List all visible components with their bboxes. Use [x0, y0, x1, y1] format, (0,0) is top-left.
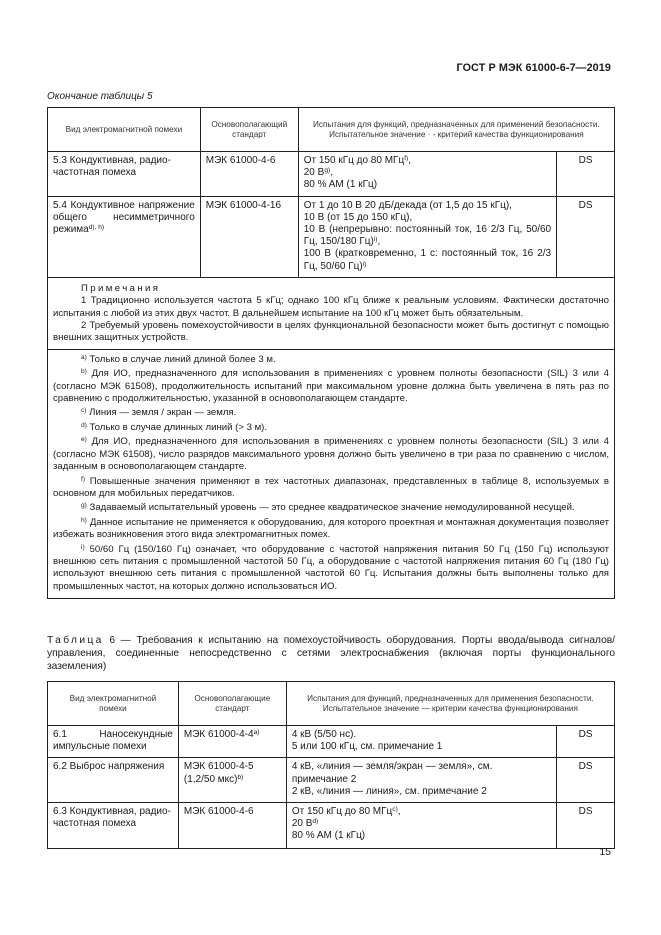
footnote: $^{b)}$ Для ИО, предназначенного для использования в применениях с уровнем полноты безопасности (SIL) 3 или 4 (согласно МЭК 61508), продолжительность испытаний при максимальном уровне должна быть увеличена в пять раз по сравнению с продолжительностью, указанной в основополагающем стандарте.	[53, 368, 609, 405]
value-line: От 150 кГц до 80 МГц	[303, 155, 405, 166]
table-header-row	[48, 682, 615, 726]
table-header-row	[48, 108, 615, 152]
phenomenon-cell: 6.2 Выброс напряжения	[48, 758, 179, 803]
tests-subtitle: Испытательное значение — критерии качества функционирования	[322, 703, 578, 713]
tests-subtitle: Испытательное значение · - критерий качества функционирования	[329, 129, 584, 139]
test-values-cell	[286, 726, 556, 758]
test-values-cell: От 150 кГц до 80 МГц$^{c)}$, 20 $В^{d)}$ 80 % AM (1 кГц)	[286, 803, 556, 849]
criterion-cell: DS	[557, 758, 615, 803]
footnote: $^{i)}$ 50/60 Гц (150/160 Гц) означает, что оборудование с частотой напряжения питания 50 Гц (150 Гц) используют внешнюю сеть питания с промышленной частотой 50 Гц, а оборудование с частотой напряжения питания 60 Гц (180 Гц) используют внешнюю сеть питания с промышленной частотой 60 Гц. Испытания должны быть выполнены только для промышленных частот, на которых должно использоваться ИО.	[53, 543, 610, 592]
standard-cell: МЭК 61000-4-6	[178, 803, 286, 849]
footnotes-cell	[48, 349, 615, 598]
value-line: 5 или 100 кГц, см. примечание 1	[291, 741, 443, 753]
footnote-ref: f)	[404, 155, 409, 162]
tests-title: Испытания для функций, предназначенных для применения безопасности.	[307, 693, 594, 703]
test-values-cell: От 1 до 10 В 20 дБ/декада (от 1,5 до 15 кГц), 10 В (от 15 до 150 кГц), 10 В (непрерывно: постоянный ток, 16 2/3 Гц, 50/60 Гц, 150/180 Гц)$^{i)}$, 100 В (кратковременно, 1 с: постоянный ток, 16 2/3 Гц, 50/60 Гц)$^{i)}$	[298, 196, 556, 277]
footnote-ref: g)	[324, 167, 331, 175]
phenomenon-cell: 6.1 Наносекундные импульсные помехи	[48, 726, 179, 758]
footnote-ref: c)	[392, 806, 398, 814]
footnote: $^{h)}$ Данное испытание не применяется к оборудованию, для которого проектная и монтажная документация позволяет избежать возникновения этого вида электромагнитных помех.	[53, 516, 609, 541]
table-6-label: Таблица	[47, 635, 104, 646]
footnote-ref: d)	[312, 818, 319, 826]
table-5	[47, 107, 615, 599]
column-header-basic-standard: Основополагающие стандарт	[178, 682, 286, 726]
criterion-cell: DS	[557, 196, 615, 277]
footnote-ref: d), h)	[88, 224, 105, 232]
footnote-ref: a)	[253, 729, 260, 736]
standard-cell: МЭК 61000-4-4$^{a)}$	[178, 726, 286, 758]
table-row	[48, 152, 615, 197]
standard-cell: МЭК 61000-4-5 (1,2/50 мкс)$^{b)}$	[178, 758, 286, 803]
notes-title: Примечания	[81, 282, 161, 294]
criterion-cell: DS	[557, 803, 615, 849]
phenomenon-cell: 5.3 Кондуктивная, радио-частотная помеха	[48, 152, 201, 197]
page-number: 15	[599, 846, 611, 858]
tests-title: Испытания для функций, предназначенных для применений безопасности.	[312, 119, 600, 129]
table-6	[47, 681, 615, 849]
column-header-phenomenon: Вид электромагнитной помехи	[48, 108, 201, 152]
criterion-cell: DS	[557, 152, 615, 197]
value-line: 80 % AM (1 кГц)	[291, 830, 366, 842]
criterion-cell: DS	[557, 726, 615, 758]
value-line: 2 кВ, «линия — линия», см. примечание 2	[291, 785, 487, 797]
footnote: $^{g)}$ Задаваемый испытательный уровень — это среднее квадратическое значение немодулированной несущей.	[81, 502, 575, 514]
footnote: $^{d)}$ Только в случае длинных линий (> 3 м).	[81, 421, 268, 433]
value-line: 10 В (от 15 до 150 кГц),	[303, 211, 413, 223]
note: 1 Традиционно используется частота 5 кГц; однако 100 кГц ближе к реальным условиям. Фактически достаточно испытания с любой из этих двух частот. В дальнейшем испытание на 100 кГц может быть обязательным.	[53, 295, 609, 319]
value-line: 20 В	[291, 818, 313, 830]
note: 2 Требуемый уровень помехоустойчивости в целях функциональной безопасности может быть достигнут с помощью внешних защитных устройств.	[53, 320, 609, 344]
column-header-tests	[298, 108, 614, 152]
test-values-cell	[286, 758, 556, 803]
value-line: 100 В (кратковременно, 1 с: постоянный ток, 16 2/3 Гц, 50/60 Гц)	[303, 248, 552, 272]
value-line: От 1 до 10 В 20 дБ/декада (от 1,5 до 15 кГц),	[303, 199, 512, 211]
value-line: 4 кВ, «линия — земля/экран — земля», см. примечание 2	[291, 761, 493, 785]
phenomenon-cell: 5.4 Кондуктивное напряжение общего несимметричного режима$^{d), h)}$	[48, 196, 201, 277]
standard-cell: МЭК 61000-4-16	[200, 196, 298, 277]
footnotes-row	[48, 349, 615, 598]
footnote: $^{e)}$ Для ИО, предназначенного для использования в применениях с уровнем полноты безопасности (SIL) 3 или 4 (согласно МЭК 61508), число разрядов максимального уровня должно быть увеличено в три раза по сравнению с числом, заданным в основополагающем стандарте.	[53, 436, 609, 473]
value-line: От 150 кГц до 80 МГц	[291, 806, 393, 818]
value-line: 80 % AM (1 кГц)	[303, 179, 378, 191]
value-line: 10 В (непрерывно: постоянный ток, 16 2/3 Гц, 50/60 Гц, 150/180 Гц)	[303, 224, 552, 248]
value-line: 4 кВ (5/50 нс).	[291, 729, 357, 740]
footnote: $^{f)}$ Повышенные значения применяют в тех частотных диапазонах, представленных в таблице 8, используемых в основном для мобильных передатчиков.	[53, 475, 609, 499]
notes-row	[48, 277, 615, 349]
table-6-title: 6 — Требования к испытанию на помехоустойчивость оборудования. Порты ввода/вывода сигналов/управления, соединенные непосредственно с сетями электроснабжения (включая порты функционального заземления)	[47, 635, 615, 673]
table-row	[48, 196, 615, 277]
table-continuation-label: Окончание таблицы 5	[47, 91, 153, 102]
footnote: $^{c)}$ Линия — земля / экран — земля.	[81, 407, 237, 419]
notes-cell	[48, 277, 615, 349]
footnote: $^{a)}$ Только в случае линий длиной более 3 м.	[81, 353, 276, 365]
table-row	[48, 803, 615, 849]
table-row	[48, 726, 615, 758]
test-values-cell: От 150 кГц до 80 МГц$^{f)}$, 20 $В^{g)}$, 80 % AM (1 кГц)	[298, 152, 556, 197]
table-6-caption	[47, 634, 615, 674]
column-header-phenomenon: Вид электромагнитной помехи	[48, 682, 179, 726]
phenomenon-cell: 6.3 Кондуктивная, радио-частотная помеха	[48, 803, 179, 849]
footnote-ref: i)	[373, 236, 378, 244]
standard-cell: МЭК 61000-4-6	[200, 152, 298, 197]
value-line: 20 В	[303, 167, 325, 179]
column-header-basic-standard: Основополагающий стандарт	[200, 108, 298, 152]
footnote-ref: b)	[237, 773, 244, 781]
column-header-tests	[286, 682, 614, 726]
document-header: ГОСТ Р МЭК 61000-6-7—2019	[456, 62, 611, 74]
table-row	[48, 758, 615, 803]
footnote-ref: i)	[362, 260, 367, 268]
